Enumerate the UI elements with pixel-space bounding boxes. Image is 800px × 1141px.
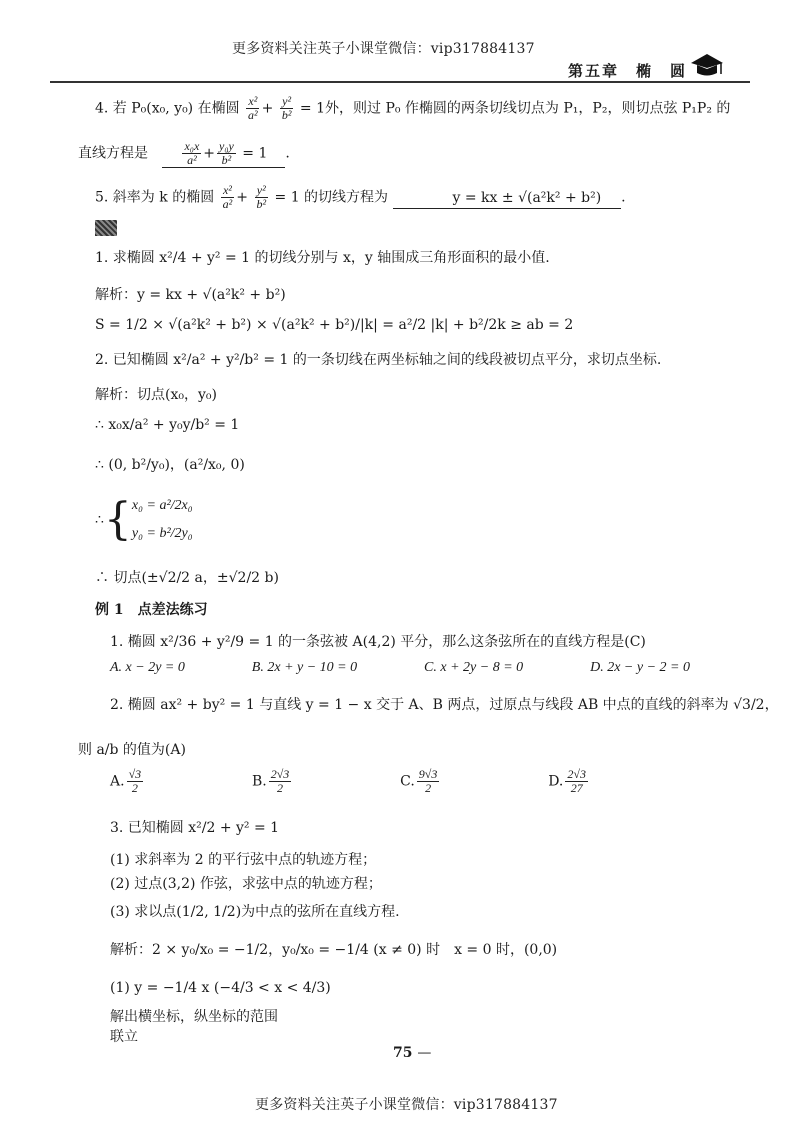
graduation-cap-icon: [690, 52, 724, 78]
example-1-options: [110, 660, 690, 676]
question-1: 1. 求椭圆 x²/4 + y² = 1 的切线分别与 x，y 轴围成三角形面积的最小值.: [95, 250, 550, 266]
option-b: B. 2x + y − 10 = 0: [251, 660, 358, 675]
fraction: $\frac{\text{y²}}{\text{b²}}$: [281, 94, 292, 122]
option-c: C. $\frac{9√3}{2}$: [400, 767, 438, 795]
question-1-solution-2: S = 1/2 × √(a²k² + b²) × √(a²k² + b²)/|k| = a²/2 |k| + b²/2k ≥ ab = 2: [95, 317, 574, 333]
option-a: A. x − 2y = 0: [110, 660, 185, 675]
question-2: 2. 已知椭圆 x²/a² + y²/b² = 1 的一条切线在两坐标轴之间的线段被切点平分，求切点坐标.: [95, 352, 662, 368]
answer-blank: $\frac{\text{x₀x}}{\text{a²}}$ + $\frac{\text{y₀y}}{\text{b²}}$ = 1: [162, 140, 285, 168]
example-1: 1. 椭圆 x²/36 + y²/9 = 1 的一条弦被 A(4,2) 平分，那么这条弦所在的直线方程是(C): [110, 634, 646, 650]
option-d: D. $\frac{2√3}{27}$: [548, 767, 586, 795]
header-watermark: 更多资料关注英子小课堂微信：vip317884137: [232, 41, 535, 57]
item-4-line2: 直线方程是 $\frac{\text{x₀x}}{\text{a²}}$ + $\frac{\text{y₀y}}{\text{b²}}$ = 1.: [78, 139, 290, 167]
example-2-line-2: 则 a/b 的值为(A): [78, 742, 186, 758]
example-3-solution-2: (1) y = −1/4 x (−4/3 < x < 4/3): [110, 980, 331, 996]
item-4: 4. 若 P₀(x₀, y₀) 在椭圆 $\frac{\text{x²}}{\text{a²}}$ + $\frac{\text{y²}}{\text{b²}}$ = 1外，则过 P₀ 作椭圆的两条切线切点为 P₁，P₂，则切点弦 P₁P₂ 的: [95, 94, 731, 122]
item-5: 5. 斜率为 k 的椭圆 $\frac{\text{x²}}{\text{a²}}$ + $\frac{\text{y²}}{\text{b²}}$ = 1 的切线方程为 y = kx ± √(a²k² + b²) .: [95, 183, 626, 211]
question-1-solution-1: 解析：y = kx + √(a²k² + b²): [95, 287, 286, 303]
question-2-solution-3: ∴ (0, b²/y₀)，(a²/x₀, 0): [95, 457, 245, 473]
example-2-options: [110, 768, 590, 795]
footer-watermark: 更多资料关注英子小课堂微信：vip317884137: [255, 1097, 558, 1113]
question-2-solution-5: ∴ 切点(±√2/2 a，±√2/2 b): [95, 570, 279, 586]
page-number: 75 —: [393, 1045, 432, 1061]
question-2-solution-2: ∴ x₀x/a² + y₀y/b² = 1: [95, 417, 240, 433]
answer-blank: y = kx ± √(a²k² + b²): [393, 188, 622, 209]
question-2-system: ∴ { x₀ = a²/2x₀ y₀ = b²/2y₀: [95, 494, 193, 545]
option-b: B. $\frac{2√3}{2}$: [251, 767, 290, 795]
example-3-solution-1: 解析：2 × y₀/x₀ = −1/2，y₀/x₀ = −1/4 (x ≠ 0) 时 x = 0 时，(0,0): [110, 942, 558, 958]
example-2-line-1: 2. 椭圆 ax² + by² = 1 与直线 y = 1 − x 交于 A、B 两点，过原点与线段 AB 中点的直线的斜率为 √3/2，: [110, 697, 779, 713]
example-3-part-2: (2) 过点(3,2) 作弦，求弦中点的轨迹方程；: [110, 876, 382, 892]
example-3-solution-4: 联立: [110, 1029, 138, 1045]
example-3-part-1: (1) 求斜率为 2 的平行弦中点的轨迹方程；: [110, 852, 377, 868]
example-3: 3. 已知椭圆 x²/2 + y² = 1: [110, 820, 280, 836]
option-a: A. $\frac{√3}{2}$: [110, 767, 142, 795]
section-badge-icon: [95, 220, 117, 236]
header-rule: [50, 81, 750, 83]
brace: {: [103, 494, 132, 545]
chapter-title: 第五章 椭 圆: [568, 62, 688, 80]
option-c: C. x + 2y − 8 = 0: [424, 660, 524, 675]
option-d: D. 2x − y − 2 = 0: [590, 660, 690, 675]
example-3-solution-3: 解出横坐标，纵坐标的范围: [110, 1009, 278, 1025]
example-3-part-3: (3) 求以点(1/2, 1/2)为中点的弦所在直线方程.: [110, 904, 400, 920]
fraction: $\frac{\text{x²}}{\text{a²}}$: [248, 94, 258, 122]
example-label: 例 1 点差法练习: [95, 602, 208, 618]
question-2-solution-1: 解析：切点(x₀，y₀): [95, 387, 217, 403]
